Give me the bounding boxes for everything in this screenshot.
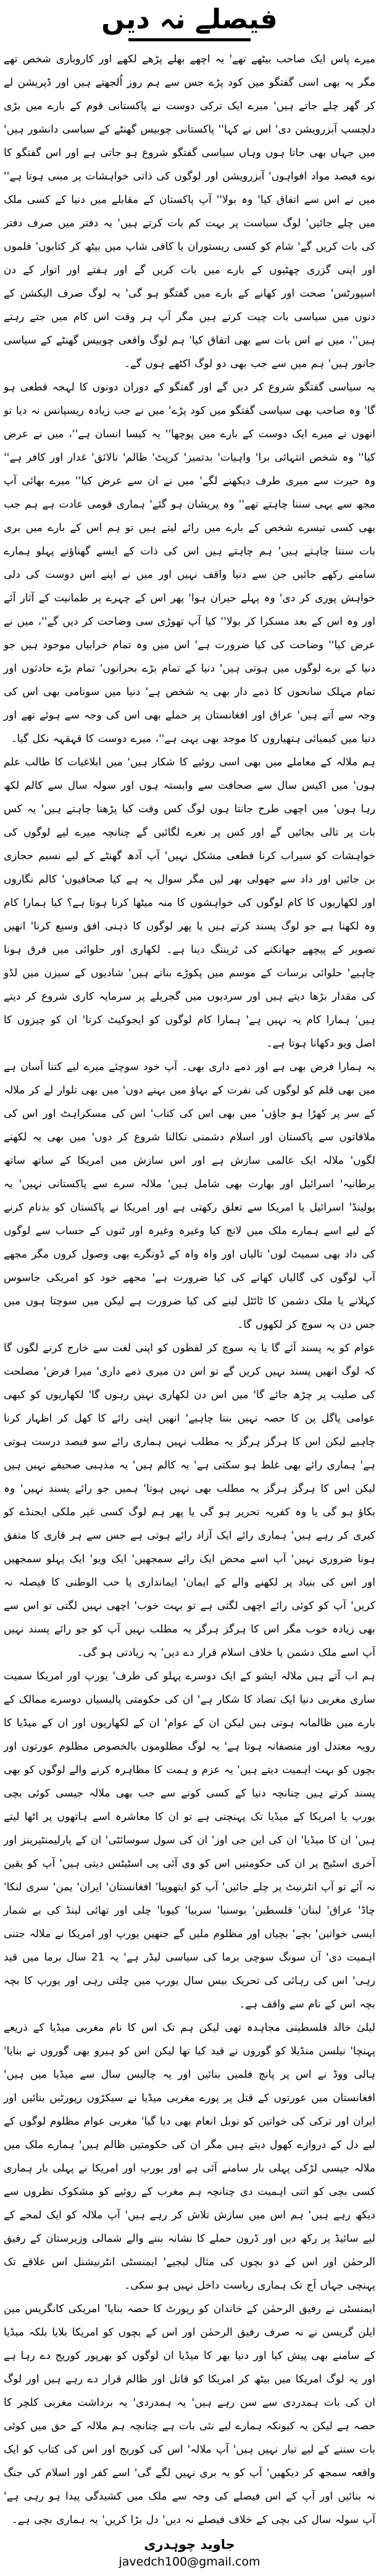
article-paragraph: ہم ملالہ کے معاملے میں بھی اسی روئیے کا شکار ہیں' میں ابلاغیات کا طالب علم ہوں' میں اکیس سال سے صحافت سے وابستہ ہوں اور سولہ سال سے کالم لکھ رہا ہوں' میں اچھی طرح جانتا ہوں لوگ کس وقت کیا پڑھنا چاہتے ہیں' یہ کس بات پر تالی بجائیں گے اور کس پر نعرے لگائیں گے چنانچہ میرے لیے لوگوں کی خواہشات کو سیراب کرنا قطعی مشکل نہیں' آپ آدھ گھنٹے کے لیے نسیم حجازی بن جائیں اور داد سے جھولی بھر لیں مگر سوال یہ ہے کیا صحافیوں' کالم نگاروں اور لکھاریوں کا کام لوگوں کی خواہشوں کا منہ میٹھا کرنا ہوتا ہے؟ کیا ہمارا کام وہ لکھنا ہے جو لوگ پسند کرتے ہیں یا پھر لوگوں کا ذہنی افق وسیع کرنا' انھیں تصویر کے پیچھے جھانکنے کی ٹریننگ دینا ہے۔ لکھاری اور حلوائی میں فرق ہونا چاہیے' حلوائی برسات کے موسم میں پکوڑے بناتے ہیں' شادیوں کے سیزن میں لڈو کی مقدار بڑھا دیتے ہیں اور سردیوں میں گجریلے پر سرمایہ کاری شروع کر دیتے ہیں' ہمارا کام یہ نہیں ہے' ہمارا کام لوگوں کو ایجوکیٹ کرنا' ان کو چیزوں کا اصل ویو دکھانا ہوتا ہے۔ (4, 756, 375, 1050)
title-underline-rule (128, 38, 251, 41)
masthead (2, 4, 377, 41)
article-paragraph: یہ سیاسی گفتگو شروع کر دیں گے اور گفتگو کے دوران دونوں کا لہجہ قطعی ہو گا' وہ صاحب بھی سیاسی گفتگو میں کود پڑے' میں نے جب زیادہ ریسپانس نہ دیا تو انھوں نے میرے ایک دوست کے بارے میں پوچھا'' یہ کیسا انسان ہے''، میں نے عرض کیا'' وہ شخص انتہائی برا' واہیات' بدتمیز' کرپٹ' ظالم' نالائق' غدار اور کافر ہے'' وہ حیرت سے میری طرف دیکھنے لگے' میں نے ان سے عرض کیا'' میرے بھائی آپ مجھ سے یہی سننا چاہتے تھے'' وہ پریشان ہو گئے' ہماری قومی عادت ہے ہم جب بھی کسی تیسرے شخص کے بارے میں رائے لیتے ہیں تو ہم اس کے بارے میں بری بات سننا چاہتے ہیں' ہم چاہتے ہیں اس کی ذات کے ایسے گھناؤنے پہلو ہمارے سامنے رکھے جائیں جن سے دنیا واقف نہیں اور میں نے اپنے اس دوست کی دلی خواہش پوری کر دی' وہ پہلے حیران ہوا' پھر اس کے چہرے پر طمانیت کے آثار آئے اور وہ اس کے بعد مسکرا کر بولا'' کیا آپ تھوڑی سی وضاحت کر دیں گے''، میں نے عرض کیا'' وضاحت کی کیا ضرورت ہے' اس میں وہ تمام خرابیاں موجود ہیں جو دنیا کے برے لوگوں میں ہوتی ہیں' دنیا کے تمام بڑے بحرانوں' تمام بڑے حادثوں اور تمام مہلک سانحوں کا ذمے دار بھی یہ شخص ہے' دنیا میں سونامی بھی اس کی وجہ سے آتے ہیں' عراق اور افغانستان پر حملے بھی اس کی وجہ سے ہوئے تھے اور دنیا میں کیمیائی ہتھیاروں کا موجد بھی یہی ہے''، میرے دوست کا قہقہہ نکل گیا۔ (4, 381, 375, 746)
article-body (2, 47, 377, 2532)
article-paragraph: لیلیٰ خالد فلسطینی مجاہدہ تھی لیکن ہم تک اس کا نام مغربی میڈیا کے ذریعے پہنچا' نیلسن منڈیلا کو گوروں نے قید کیا تھا لیکن اس کو ہیرو بھی گوروں نے بنایا' ہالی ووڈ نے اس پر پانچ فلمیں بنائیں اور یہ چالیس سال سے میڈیا میں ہیں' افغانستان میں عورتوں کے قتل پر پورے مغربی میڈیا نے سیکڑوں رپورٹیں بنائیں اور ایران اور ترکی کی خواتین کو نوبل انعام بھی دیا گیا' مغربی عوام مظلوم لوگوں کے لیے دل کے دروازے کھول دیتے ہیں مگر ان کی حکومتیں ظالم ہیں' ہمارے ملک میں ملالہ جیسی لڑکی پہلی بار سامنے آئی ہے اور یورپ اور امریکا نے پہلی بار ہماری کسی بچی کو اتنی اہمیت دی چنانچہ ہم مغرب کے روئیے کو مشکوک نظروں سے دیکھ رہے ہیں' ہم اس میں سازش تلاش کر رہے ہیں' آپ ملالہ کو ایک لمحے کے لیے سائیڈ پر رکھ دیں اور ڈرون حملے کا نشانہ بننے والے شمالی وزیرستان کے رفیق الرحمٰن اور اس کے دو بچوں کی مثال لیجیے' ایمنسٹی انٹرنیشنل اس علاقے تک پہنچی جہاں آج تک ہماری ریاست داخل نہیں ہو سکی۔ (4, 2022, 375, 2292)
article-title: فیصلے نہ دیں (101, 4, 278, 35)
signature-block (2, 2535, 377, 2570)
article-paragraph: ہم اب آتے ہیں ملالہ ایشو کے ایک دوسرے پہلو کی طرف' یورپ اور امریکا سمیت ساری مغربی دنیا ایک تضاد کا شکار ہے' ان کی حکومتی پالیسیاں دوسرے ممالک کے بارے میں ظالمانہ ہوتی ہیں لیکن ان کے عوام' ان کے لکھاریوں اور ان کے میڈیا کا رویہ معتدل اور منصفانہ ہوتا ہے' یہ لوگ مظلوموں بالخصوص مظلوم عورتوں اور بچوں کو بہت اہمیت دیتے ہیں' یہ عزم و ہمت کا مظاہرہ کرنے والے لوگوں کو بھی پسند کرتے ہیں چنانچہ دنیا کے کسی کونے سے جب بھی ملالہ جیسی کوئی بچی یورپ یا امریکا کے میڈیا تک پہنچتی ہے تو ان کا معاشرہ اسے ہاتھوں پر اٹھا لیتے ہیں' ان کا میڈیا' ان کی این جی اوز' ان کی سول سوسائٹی' ان کے پارلیمنٹیرینز اور آخری اسٹیج پر ان کی حکومتیں اس کو وی آئی پی اسٹیٹس دیتی ہیں' آپ کو یقین نہ آئے تو آپ انٹرنیٹ پر چلے جائیں' آپ کو ایتھوپیا' افغانستان' ایران' یمن' سری لنکا' چاڈ' عراق' لبنان' فلسطین' بوسنیا' سربیا' کیوبا' چلی اور تھائی لینڈ کی بے شمار ایسی خواتین' بچے' بچیاں اور مظلوم ملیں گے جنھیں یورپ اور امریکا نے ملالہ جتنی اہمیت دی' آن سونگ سوچی برما کی سیاسی لیڈر ہے' یہ 21 سال برما میں قید رہی' اس کی رہائی کی تحریک بیس سال یورپ میں چلتی رہی اور یورپ کا بچہ بچہ اس کے نام سے واقف ہے۔ (4, 1670, 375, 2011)
article-paragraph: یہ ہمارا فرض بھی ہے اور ذمے داری بھی۔ آپ خود سوچئے میرے لیے کتنا آسان ہے میں بھی قلم کو لوگوں کی نفرت کے بہاؤ میں بہنے دوں' میں بھی تلوار لے کر ملالہ کے سر پر کھڑا ہو جاؤں' میں بھی اس کی کتاب' اس کی مسکراہٹ اور اس کی ملاقاتوں سے پاکستان اور اسلام دشمنی نکالنا شروع کر دوں' میں بھی یہ لکھنے لگوں' ملالہ ایک عالمی سازش ہے اور اس سازش میں امریکا کے ساتھ ساتھ برطانیہ' اسرائیل اور بھارت بھی شامل ہیں' ملالہ سرے سے پاکستانی نہیں' یہ پولینڈ' اسرائیل یا امریکا سے تعلق رکھتی ہے اور امریکا نے پاکستان کو بدنام کرنے کے لیے اسے ہمارے ملک میں لانچ کیا وغیرہ وغیرہ اور ٹنوں کے حساب سے لوگوں کی داد بھی سمیٹ لوں' تالیاں اور واہ واہ کے ڈونگرے بھی وصول کروں مگر مجھے آپ لوگوں کی گالیاں کھانے کی کیا ضرورت ہے' مجھے خود کو امریکی جاسوس کہلانے یا ملک دشمن کا ٹائٹل لینے کی کیا ضرورت ہے لیکن میں سوچتا ہوں میں جس دن یہ سوچ کر لکھوں گا۔ (4, 1061, 375, 1331)
author-email: javedch100@gmail.com (119, 2555, 260, 2569)
article-paragraph: عوام کو یہ پسند آئے گا یا یہ سوچ کر لفظوں کو اپنی لغت سے خارج کرنے لگوں گا کہ لوگ انھیں پسند نہیں کریں گے تو اس دن میری ذمے داری' میرا فرض' مصلحت کی صلیب پر چڑھ جائے گا' میں اس دن لکھاری نہیں رہوں گا' لکھاریوں کو کبھی عوامی پاگل پن کا حصہ نہیں بننا چاہیے' انھیں اپنی رائے کا کھل کر اظہار کرنا چاہیے لیکن اس کا ہرگز ہرگز یہ مطلب نہیں ہماری رائے سو فیصد درست ہوتی ہے' ہماری رائے بھی غلط ہو سکتی ہے' یہ کالم ہیں' یہ مذہبی صحیفے نہیں ہیں لیکن اس کا ہرگز ہرگز یہ مطلب بھی نہیں ہوتا' ہمیں جو رائے پسند نہیں' وہ بکاؤ ہو گی یا وہ کفریہ تحریر ہو گی یا پھر ہم لوگ کسی غیر ملکی ایجنڈے کو کیری کر رہے ہیں' ہماری رائے ایک آزاد رائے ہوتی ہے جس سے ہر قاری کا متفق ہونا ضروری نہیں' آپ اسے محض ایک رائے سمجھیں' ایک ویو' ایک پہلو سمجھیں اور اس کی بنیاد پر لکھنے والے کے ایمان' ایمانداری یا حب الوطنی کا فیصلہ نہ کریں' آپ کو کوئی رائے اچھی لگتی ہے تو بہت خوب' اچھی نہیں لگتی تو اس سے بھی زیادہ خوب مگر اس کا ہرگز ہرگز یہ مطلب نہیں آپ کو جو رائے پسند نہیں آپ اسے ملک دشمن یا خلاف اسلام قرار دے دیں' یہ زیادتی ہو گی۔ (4, 1342, 375, 1660)
article-paragraph: میرے پاس ایک صاحب بیٹھے تھے' یہ اچھے بھلے پڑھے لکھے اور کاروباری شخص تھے مگر یہ بھی اسی گفتگو میں کود پڑے جس سے ہم روز اُلجھتے ہیں اور ڈپریشن لے کر گھر چلے جاتے ہیں' میرے ایک ترکی دوست نے پاکستانی قوم کے بارے میں بڑی دلچسپ آبزرویشن دی' اس نے کہا'' پاکستانی چوبیس گھنٹے کے سیاسی دانشور ہیں' میں جہاں بھی جاتا ہوں وہاں سیاسی گفتگو شروع ہو جاتی ہے اور اس گفتگو کا نوے فیصد مواد افواہوں' آبزرویشن اور لوگوں کی ذاتی خواہشات پر مبنی ہوتا ہے'' میں نے اس سے اتفاق کیا' وہ بولا'' آپ پاکستان کے مقابلے میں دنیا کے کسی ملک میں چلے جائیں' لوگ سیاست پر بہت کم بات کرتے ہیں' یہ دفتر میں صرف دفتر کی بات کریں گے' شام کو کسی ریستوران یا کافی شاپ میں بیٹھ کر کتابوں' فلموں اور اپنی گزری چھٹیوں کے بارے میں بات کریں گے اور ہفتے اور اتوار کے دن اسپورٹس' صحت اور کھانے کے بارے میں گفتگو ہو گی' یہ لوگ صرف الیکشن کے دنوں میں سیاسی بات چیت کرتے ہیں مگر آپ ہر وقت اس کام میں جتے رہتے ہیں''، میں نے اس بات سے بھی اتفاق کیا' ہم لوگ واقعی چوبیس گھنٹے کے سیاسی جانور ہیں' ہم میں سے جب بھی دو لوگ اکٹھے ہوں گے۔ (4, 53, 375, 371)
article-paragraph: ایمنسٹی نے رفیق الرحمٰن کے خاندان کو رپورٹ کا حصہ بنایا' امریکی کانگریس مین ایلن گریسن نے نہ صرف رفیق الرحمٰن اور اس کے بچوں کو امریکا بلایا بلکہ میڈیا کے سامنے بھی پیش کیا اور دنیا بھر کا میڈیا ان لوگوں کو بھرپور کوریج دے رہا ہے اور یہ لوگ امریکا میں بیٹھ کر امریکا کو قاتل اور ظالم قرار دے رہے ہیں اور لوگ ان کی بات ہمدردی سے سن رہے ہیں' یہ ہمدردی' یہ برداشت مغربی کلچر کا حصہ ہے لیکن یہ کیونکہ ہمارے لیے نئی بات ہے چنانچہ ہم ملالہ کے حق میں کوئی بات سننے کے لیے تیار نہیں ہیں' آپ ملالہ' اس کی کوریج اور اس کی کتاب کو ایک واقعہ سمجھ کر دیکھیں' آپ کو یہ بری نہیں لگے گی' اسے کفر اور اسلام کی جنگ نہ بنائیں اور آپ کے اس فیصلے کی وجہ سے ملک میں کشیدگی پیدا ہو رہی ہے' آپ سولہ سال کی بچی کے خلاف فیصلے نہ دیں' دل بڑا کریں' یہ ہماری بچی ہے۔ (4, 2303, 375, 2527)
author-name: جاوید چوہدری (144, 2537, 235, 2553)
